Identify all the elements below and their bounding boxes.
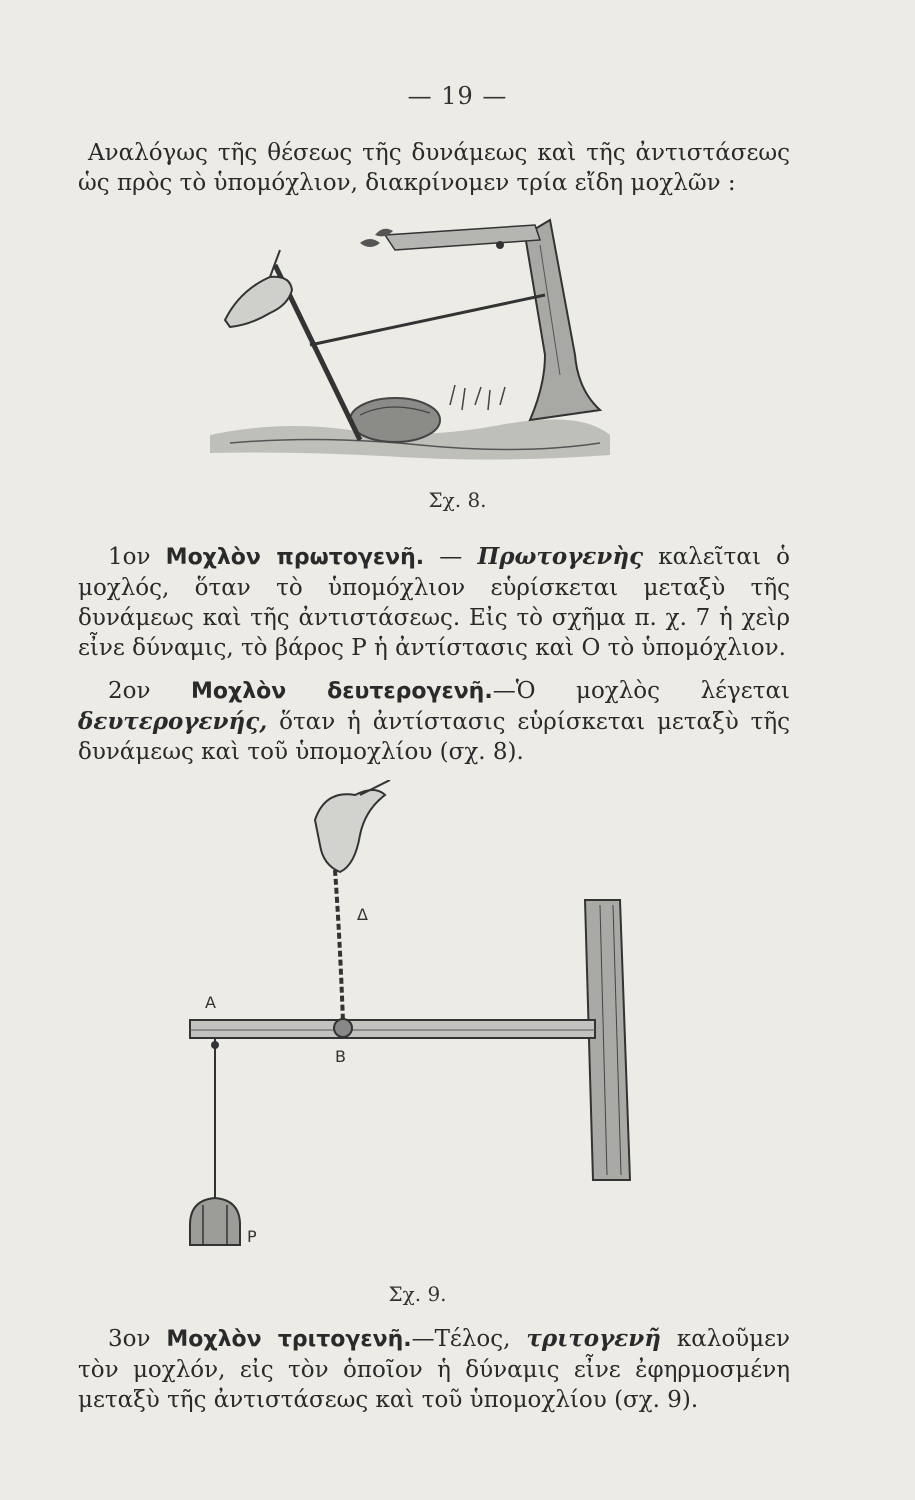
fig9-weight: [190, 1198, 240, 1245]
figure-9-caption: Σχ. 9.: [388, 1282, 447, 1306]
paragraph-third-class-lever: [78, 1324, 790, 1415]
paragraph-first-class-lever: [78, 542, 790, 663]
p1-heading: Μοχλὸν πρωτογενῆ.: [165, 545, 425, 570]
p3-dash: —Τέλος,: [411, 1326, 527, 1352]
fig8-stump: [525, 220, 600, 420]
p2-dash: —Ὁ μοχλὸς λέγεται: [492, 678, 790, 704]
intro-paragraph: [78, 138, 790, 198]
figure-8-illustration: [200, 205, 620, 475]
fig9-hand: [315, 790, 385, 872]
p3-heading: Μοχλὸν τριτογενῆ.: [166, 1327, 412, 1352]
intro-text: Αναλόγως τῆς θέσεως τῆς δυνάμεως καὶ τῆς ἀντιστάσεως ὡς πρὸς τὸ ὑπομόχλιον, διακρίνομεν τρία εἴδη μοχλῶν :: [78, 140, 790, 196]
page-number: — 19 —: [407, 82, 508, 110]
p3-prefix: 3ον: [108, 1326, 151, 1352]
p3-body: καλοῦμεν τὸν μοχλόν, εἰς τὸν ὁποῖον ἡ δύναμις εἶνε ἐφηρμοσμένη μεταξὺ τῆς ἀντιστάσεως καὶ τοῦ ὑπομοχλίου (σχ. 9).: [78, 1326, 791, 1413]
fig8-stone: [350, 398, 440, 442]
p1-term: Πρωτογενὴς: [477, 543, 644, 570]
fig9-label-alpha: Α: [205, 993, 216, 1012]
figure-9-illustration: [175, 780, 645, 1280]
fig9-hand-rope: [335, 870, 343, 1022]
p1-body: καλεῖται ὁ μοχλός, ὅταν τὸ ὑπομόχλιον εὑρίσκεται μεταξὺ τῆς δυνάμεως καὶ τῆς ἀντιστάσεως. Εἰς τὸ σχῆμα π. χ. 7 ἡ χεὶρ εἶνε δύναμις, τὸ βάρος Ρ ἡ ἀντίστασις καὶ Ο τὸ ὑπομόχλιον.: [78, 544, 790, 661]
figure-8-caption: Σχ. 8.: [428, 488, 487, 512]
fig9-label-beta: Β: [335, 1047, 346, 1066]
p2-term: δευτερογενής,: [78, 708, 268, 735]
p1-prefix: 1ον: [108, 544, 151, 570]
fig9-label-delta: Δ: [357, 905, 368, 924]
fig9-wall-post: [585, 900, 630, 1180]
p3-term: τριτογενῆ: [526, 1325, 661, 1352]
fig8-hand: [225, 277, 292, 327]
p2-prefix: 2ον: [108, 678, 151, 704]
p2-body: ὅταν ἡ ἀντίστασις εὑρίσκεται μεταξὺ τῆς δυνάμεως καὶ τοῦ ὑπομοχλίου (σχ. 8).: [78, 709, 790, 765]
p2-heading: Μοχλὸν δευτερογενῆ.: [191, 679, 493, 704]
p1-dash: —: [424, 544, 478, 570]
paragraph-second-class-lever: [78, 676, 790, 767]
fig9-label-rho: Ρ: [247, 1227, 257, 1246]
fig9-lever-bar: [190, 1020, 595, 1038]
